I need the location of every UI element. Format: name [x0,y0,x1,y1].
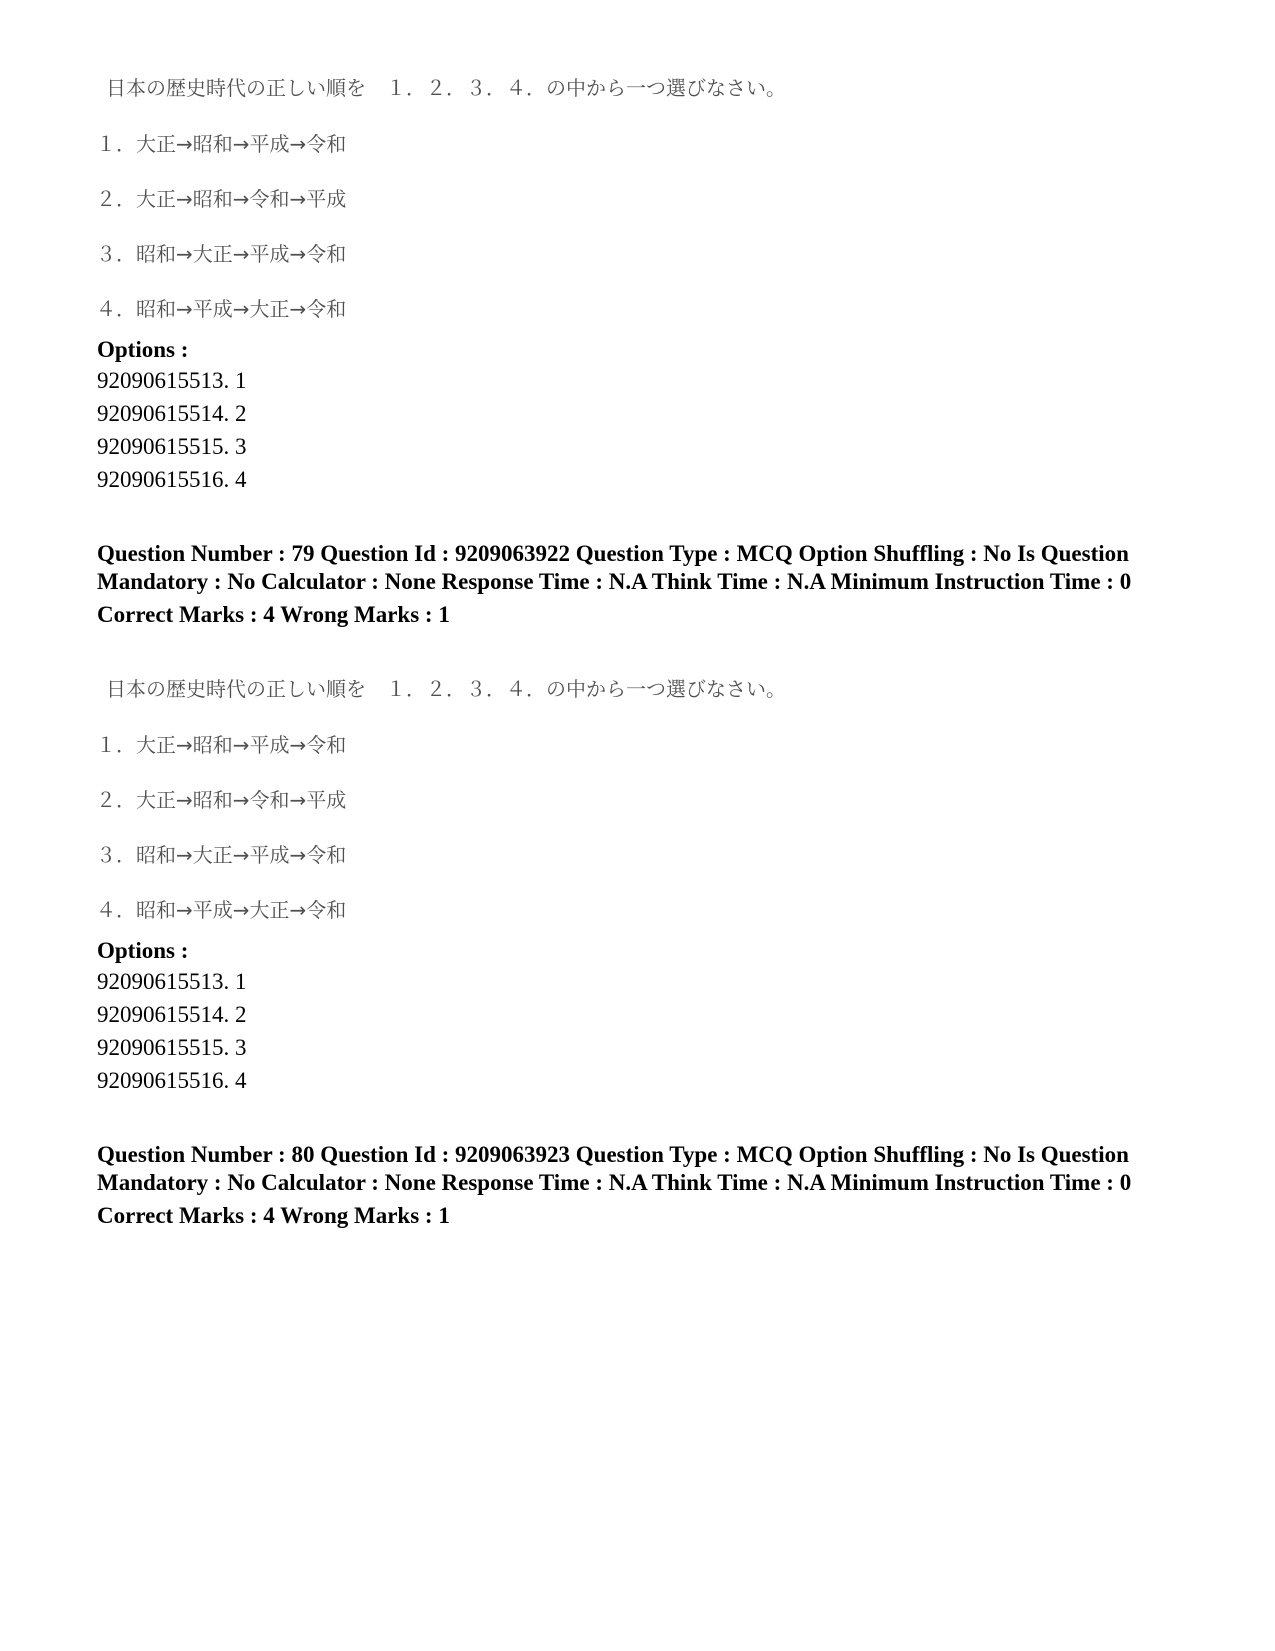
option-item: 92090615513. 1 [97,969,247,994]
option-item: 92090615515. 3 [97,1035,247,1060]
choice-1: １．大正→昭和→平成→令和 [96,733,347,757]
options-label: Options : [97,938,189,963]
question-meta: Question Number : 79 Question Id : 9209063922 Question Type : MCQ Option Shuffling : No Is Question Mandatory : No Calculator : None Response Time : N.A Think Time : N.A Minimum Instruction Time : 0 [97,541,1132,594]
choice-3: ３．昭和→大正→平成→令和 [96,242,347,266]
choice-4: ４．昭和→平成→大正→令和 [96,898,347,922]
choice-2: ２．大正→昭和→令和→平成 [96,187,347,211]
choice-2: ２．大正→昭和→令和→平成 [96,788,347,812]
question-header [97,540,1197,629]
option-item: 92090615516. 4 [97,1068,247,1093]
marks-line: Correct Marks : 4 Wrong Marks : 1 [97,1203,450,1228]
choice-3: ３．昭和→大正→平成→令和 [96,843,347,867]
option-item: 92090615514. 2 [97,1002,247,1027]
options-label: Options : [97,337,189,362]
choice-4: ４．昭和→平成→大正→令和 [96,297,347,321]
options-section [97,937,247,1097]
question-stem: 日本の歴史時代の正しい順を １．２．３．４．の中から一つ選びなさい。 [106,677,786,701]
option-item: 92090615516. 4 [97,467,247,492]
marks-line: Correct Marks : 4 Wrong Marks : 1 [97,602,450,627]
options-section [97,336,247,496]
question-header [97,1141,1197,1230]
option-item: 92090615515. 3 [97,434,247,459]
question-image [96,673,816,933]
question-image [96,72,816,332]
question-stem: 日本の歴史時代の正しい順を １．２．３．４．の中から一つ選びなさい。 [106,76,786,100]
question-meta: Question Number : 80 Question Id : 9209063923 Question Type : MCQ Option Shuffling : No Is Question Mandatory : No Calculator : None Response Time : N.A Think Time : N.A Minimum Instruction Time : 0 [97,1142,1132,1195]
option-item: 92090615513. 1 [97,368,247,393]
option-item: 92090615514. 2 [97,401,247,426]
choice-1: １．大正→昭和→平成→令和 [96,132,347,156]
